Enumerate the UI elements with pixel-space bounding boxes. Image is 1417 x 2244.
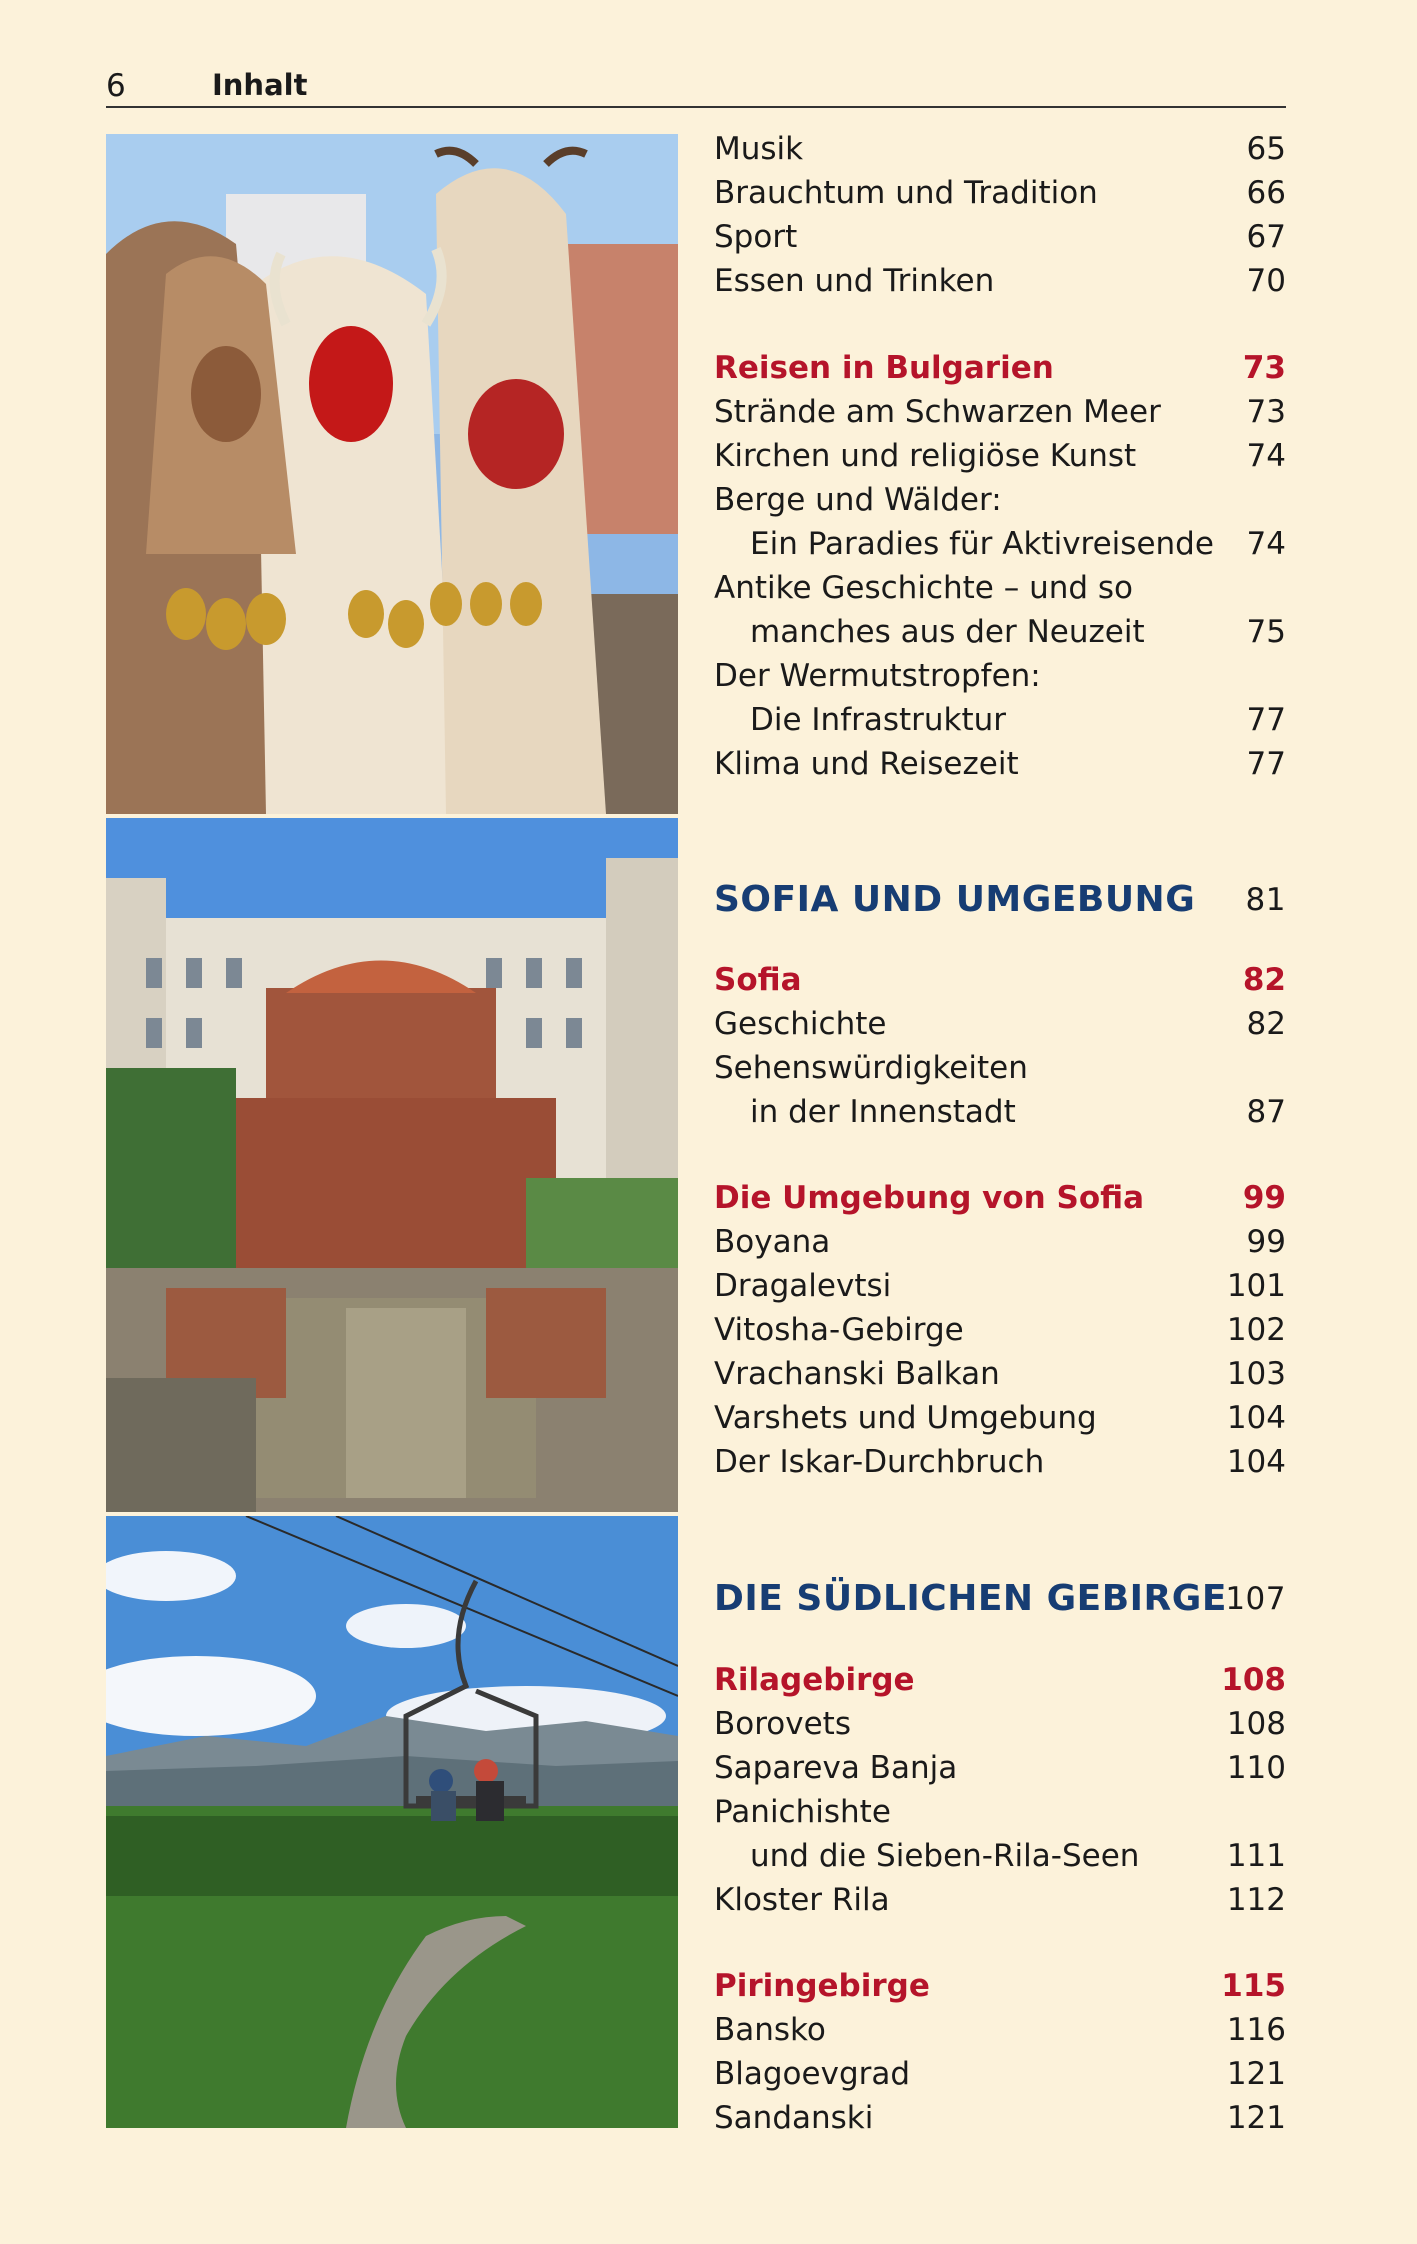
toc-entry-label: in der Innenstadt — [750, 1094, 1016, 1130]
toc-entry-page: 75 — [1246, 614, 1286, 650]
toc-entry-page: 101 — [1226, 1268, 1286, 1304]
toc-entry-label: Brauchtum und Tradition — [714, 175, 1098, 211]
toc-entry — [714, 1878, 1286, 1922]
toc-chapter-1 — [714, 872, 1286, 928]
page-header — [106, 62, 1286, 106]
chairlift-rila-photo — [106, 1516, 678, 2128]
toc-entry-page: 108 — [1226, 1706, 1286, 1742]
toc-entry — [714, 566, 1286, 610]
toc-chapter-2 — [714, 1571, 1286, 1627]
toc-entry — [714, 2052, 1286, 2096]
toc-entry-label: Sandanski — [714, 2100, 874, 2136]
toc-entry-label: Piringebirge — [714, 1968, 930, 2004]
toc-block-5 — [714, 1658, 1286, 1922]
toc-entry — [714, 259, 1286, 303]
toc-entry-label: Sapareva Banja — [714, 1750, 958, 1786]
toc-entry — [714, 1176, 1286, 1220]
toc-entry-page: 73 — [1242, 350, 1286, 386]
toc-entry-page: 121 — [1226, 2100, 1286, 2136]
toc-entry-label: Klima und Reisezeit — [714, 746, 1019, 782]
toc-entry — [714, 2008, 1286, 2052]
toc-entry — [714, 742, 1286, 786]
toc-block-4 — [714, 1176, 1286, 1484]
toc-entry — [714, 1046, 1286, 1090]
toc-block-3 — [714, 958, 1286, 1134]
toc-entry — [714, 872, 1286, 928]
toc-entry — [714, 215, 1286, 259]
toc-entry-label: Die Umgebung von Sofia — [714, 1180, 1145, 1216]
toc-entry-label: Dragalevtsi — [714, 1268, 892, 1304]
toc-entry-page: 104 — [1226, 1400, 1286, 1436]
toc-entry-page: 66 — [1246, 175, 1286, 211]
toc-entry-page: 110 — [1226, 1750, 1286, 1786]
toc-entry-label: Vrachanski Balkan — [714, 1356, 1000, 1392]
toc-entry-page: 103 — [1226, 1356, 1286, 1392]
toc-entry-page: 104 — [1226, 1444, 1286, 1480]
toc-entry-label: Varshets und Umgebung — [714, 1400, 1097, 1436]
toc-entry — [714, 1746, 1286, 1790]
toc-entry-label: Kloster Rila — [714, 1882, 890, 1918]
toc-entry-page: 67 — [1246, 219, 1286, 255]
page-number: 6 — [106, 68, 126, 104]
toc-block-2 — [714, 346, 1286, 786]
toc-entry-label: Die Infrastruktur — [750, 702, 1007, 738]
toc-entry — [714, 1658, 1286, 1702]
toc-entry-label: Berge und Wälder: — [714, 482, 1002, 518]
toc-entry — [714, 1002, 1286, 1046]
toc-entry-page: 65 — [1246, 131, 1286, 167]
page-title: Inhalt — [212, 68, 308, 102]
toc-entry-label: und die Sieben-Rila-Seen — [750, 1838, 1140, 1874]
toc-entry-label: Bansko — [714, 2012, 826, 2048]
toc-entry-page: 74 — [1246, 526, 1286, 562]
toc-entry-label: Sofia — [714, 962, 802, 998]
rotunda-sofia-photo — [106, 818, 678, 1512]
toc-entry-label: Antike Geschichte – und so — [714, 570, 1134, 606]
toc-entry-page: 99 — [1242, 1180, 1286, 1216]
toc-entry-page: 77 — [1246, 702, 1286, 738]
toc-entry-label: DIE SÜDLICHEN GEBIRGE — [714, 1578, 1227, 1619]
toc-entry — [714, 171, 1286, 215]
toc-entry-label: Musik — [714, 131, 804, 167]
toc-entry-page: 115 — [1221, 1968, 1286, 2004]
toc-entry-label: Der Iskar-Durchbruch — [714, 1444, 1045, 1480]
toc-entry-page: 73 — [1246, 394, 1286, 430]
toc-entry-label: manches aus der Neuzeit — [750, 614, 1145, 650]
toc-entry — [714, 478, 1286, 522]
toc-entry — [714, 1396, 1286, 1440]
toc-entry — [714, 1352, 1286, 1396]
toc-entry — [714, 1440, 1286, 1484]
toc-entry-label: Kirchen und religiöse Kunst — [714, 438, 1137, 474]
toc-entry — [714, 1571, 1286, 1627]
toc-entry-page: 77 — [1246, 746, 1286, 782]
toc-entry — [714, 654, 1286, 698]
toc-block-6 — [714, 1964, 1286, 2140]
toc-entry — [714, 1308, 1286, 1352]
toc-entry — [714, 434, 1286, 478]
toc-entry-page: 108 — [1221, 1662, 1286, 1698]
toc-entry-page: 81 — [1245, 882, 1286, 918]
toc-entry — [714, 2096, 1286, 2140]
kukeri-masks-photo — [106, 134, 678, 814]
toc-entry — [714, 1264, 1286, 1308]
toc-entry-label: Panichishte — [714, 1794, 891, 1830]
toc-entry-page: 116 — [1226, 2012, 1286, 2048]
toc-entry — [714, 127, 1286, 171]
toc-entry — [714, 346, 1286, 390]
toc-entry-page: 70 — [1246, 263, 1286, 299]
toc-entry-page: 82 — [1246, 1006, 1286, 1042]
toc-entry-page: 74 — [1246, 438, 1286, 474]
toc-entry-page: 82 — [1242, 962, 1286, 998]
toc-entry-label: Geschichte — [714, 1006, 887, 1042]
toc-entry-label: Rilagebirge — [714, 1662, 915, 1698]
toc-entry-page: 107 — [1225, 1581, 1286, 1617]
toc-entry-label: Borovets — [714, 1706, 851, 1742]
toc-entry-page: 112 — [1226, 1882, 1286, 1918]
toc-block-1 — [714, 127, 1286, 303]
toc-entry — [714, 522, 1286, 566]
toc-entry-page: 99 — [1246, 1224, 1286, 1260]
toc-entry — [714, 1790, 1286, 1834]
toc-entry-label: Vitosha-Gebirge — [714, 1312, 964, 1348]
toc-entry-label: SOFIA UND UMGEBUNG — [714, 879, 1196, 920]
toc-entry — [714, 1090, 1286, 1134]
toc-entry — [714, 1220, 1286, 1264]
toc-entry-label: Strände am Schwarzen Meer — [714, 394, 1161, 430]
toc-entry-label: Essen und Trinken — [714, 263, 995, 299]
header-rule — [106, 106, 1286, 108]
toc-entry-label: Blagoevgrad — [714, 2056, 911, 2092]
toc-entry — [714, 958, 1286, 1002]
toc-entry — [714, 1834, 1286, 1878]
toc-entry-label: Ein Paradies für Aktivreisende — [750, 526, 1214, 562]
toc-entry-label: Sport — [714, 219, 798, 255]
toc-entry-page: 102 — [1226, 1312, 1286, 1348]
toc-entry-page: 87 — [1246, 1094, 1286, 1130]
toc-entry — [714, 698, 1286, 742]
toc-entry-page: 111 — [1226, 1838, 1286, 1874]
toc-entry — [714, 1964, 1286, 2008]
toc-entry — [714, 610, 1286, 654]
toc-entry-label: Reisen in Bulgarien — [714, 350, 1054, 386]
toc-entry — [714, 1702, 1286, 1746]
toc-entry-label: Der Wermutstropfen: — [714, 658, 1041, 694]
toc-entry-label: Boyana — [714, 1224, 831, 1260]
toc-entry — [714, 390, 1286, 434]
toc-entry-page: 121 — [1226, 2056, 1286, 2092]
toc-entry-label: Sehenswürdigkeiten — [714, 1050, 1028, 1086]
